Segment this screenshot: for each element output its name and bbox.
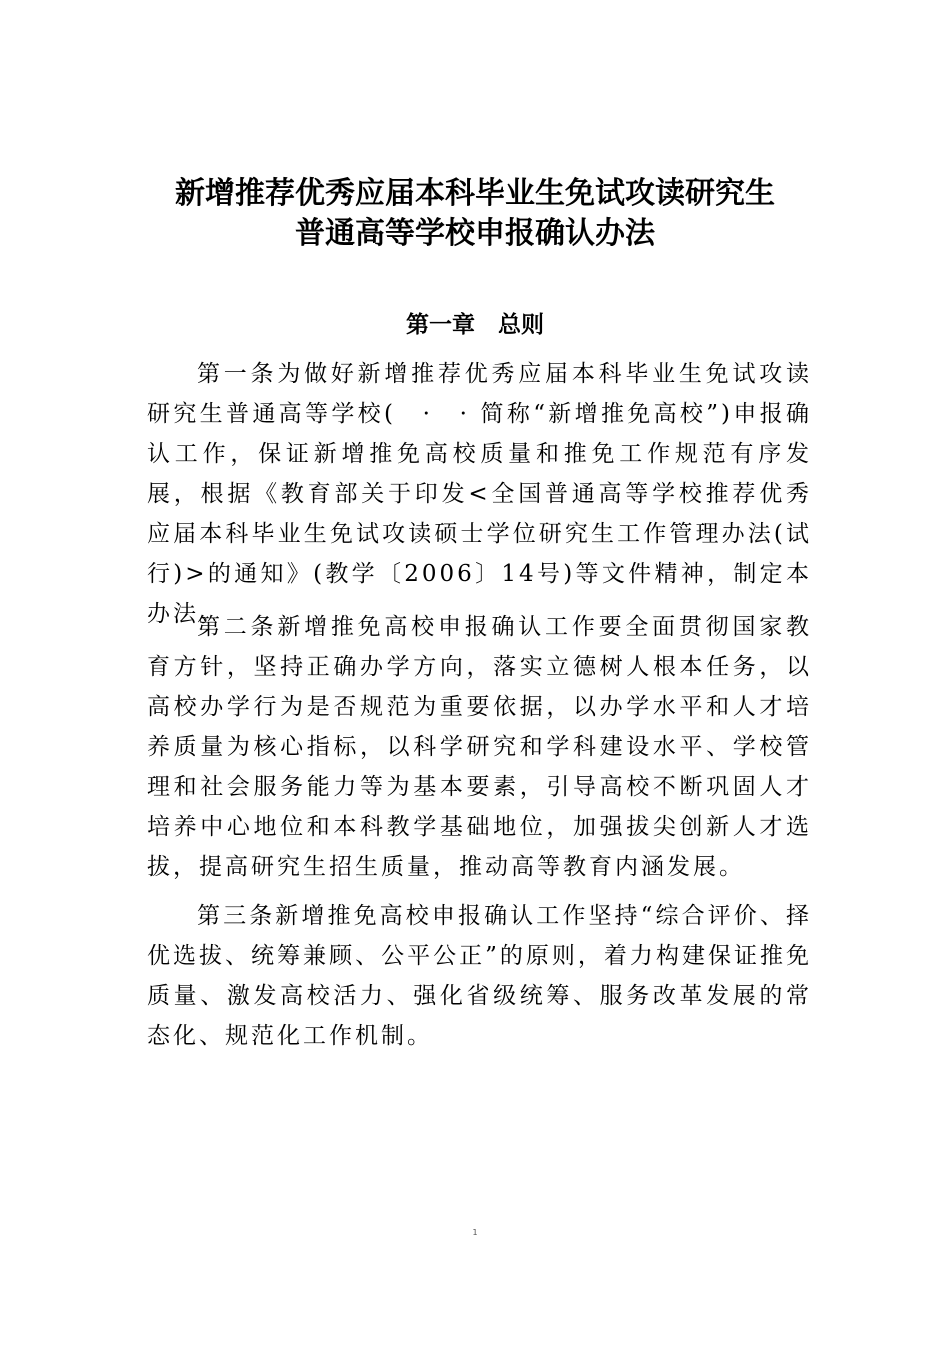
article-2-paragraph: 第二条新增推免高校申报确认工作要全面贯彻国家教育方针，坚持正确办学方向，落实立德树人根本任务，以高校办学行为是否规范为重要依据，以办学水平和人才培养质量为核心指标，以科学研究和学科建设水平、学校管理和社会服务能力等为基本要素，引导高校不断巩固人才培养中心地位和本科教学基础地位，加强拔尖创新人才选拔，提高研究生招生质量，推动高等教育内涵发展。 <box>147 614 812 880</box>
article-3-paragraph: 第三条新增推免高校申报确认工作坚持“综合评价、择优选拔、统筹兼顾、公平公正”的原则，着力构建保证推免质量、激发高校活力、强化省级统筹、服务改革发展的常态化、规范化工作机制。 <box>147 903 812 1049</box>
page-number: 1 <box>472 1228 478 1237</box>
document-title-line-1: 新增推荐优秀应届本科毕业生免试攻读研究生 <box>175 176 775 211</box>
document-title-line-2: 普通高等学校申报确认办法 <box>295 216 655 251</box>
chapter-heading: 第一章 总则 <box>406 312 544 338</box>
article-1-paragraph: 第一条为做好新增推荐优秀应届本科毕业生免试攻读研究生普通高等学校( · · 简称“新增推免高校”)申报确认工作，保证新增推免高校质量和推免工作规范有序发展，根据《教育部关于印发<全国普通高等学校推荐优秀应届本科毕业生免试攻读硕士学位研究生工作管理办法(试行)>的通知》(教学〔2006〕14号)等文件精神，制定本办法。 <box>147 361 812 627</box>
